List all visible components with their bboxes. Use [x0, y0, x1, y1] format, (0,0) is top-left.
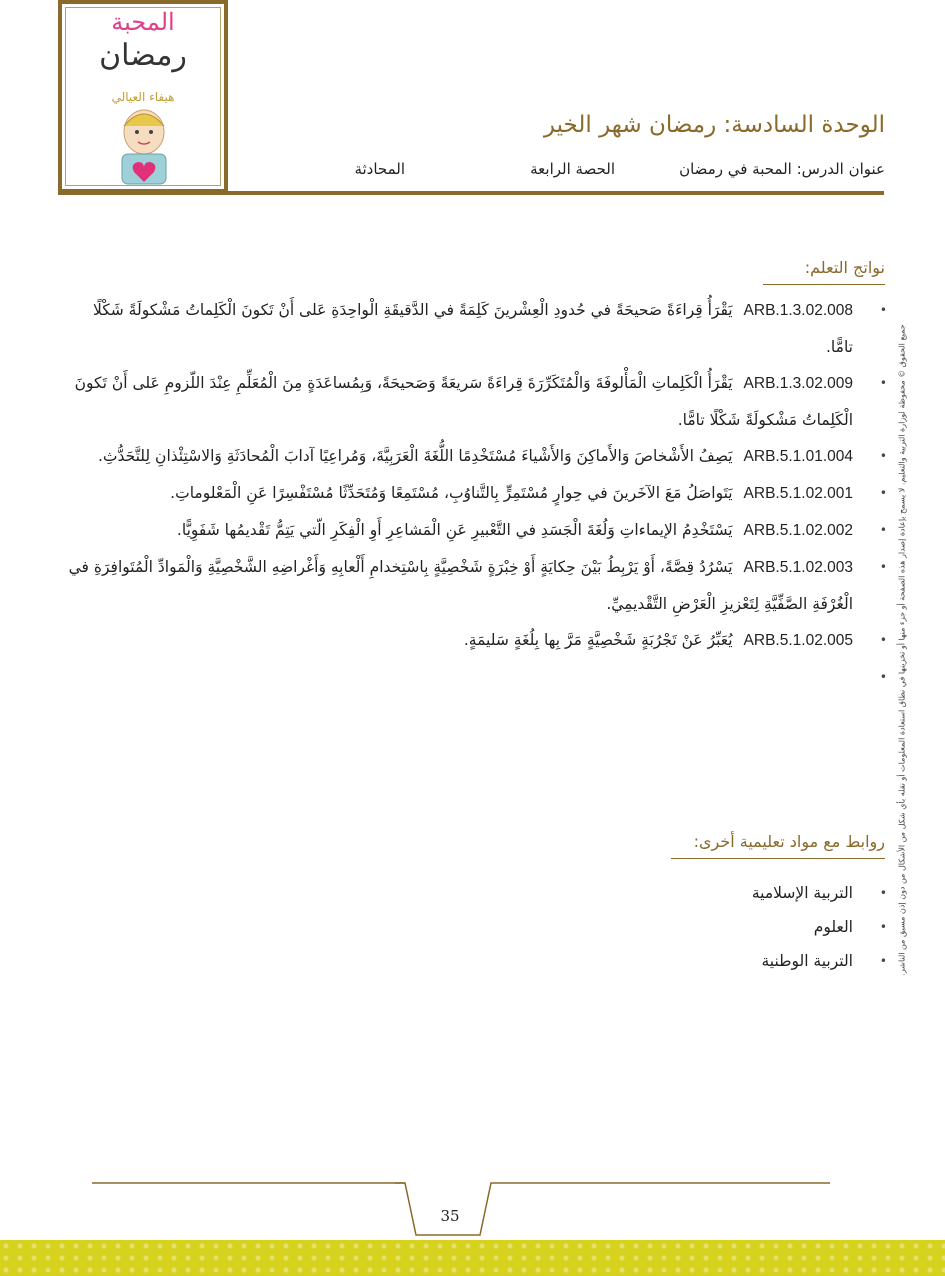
bullet-icon: •	[879, 920, 887, 934]
page-number: 35	[440, 1207, 460, 1225]
outcome-code: ARB.5.1.02.005	[743, 632, 853, 649]
outcome-code: ARB.5.1.02.003	[743, 559, 853, 576]
outcomes-list	[65, 292, 887, 696]
bullet-icon: •	[879, 303, 887, 317]
bullet-icon: •	[879, 670, 887, 684]
outcome-item	[65, 475, 887, 512]
activity-label: المحادثة	[354, 160, 405, 178]
outcome-text: يُعَبِّرُ عَنْ تَجْرُبَةٍ شَخْصِيَّةٍ مَرَّ بِها بِلُغَةٍ سَليمَةٍ.	[463, 631, 733, 649]
outcome-item	[65, 365, 887, 438]
outcomes-heading: نواتج التعلم:	[804, 258, 885, 277]
bullet-icon: •	[879, 633, 887, 647]
outcome-text: يَصِفُ الأَشْخاصَ وَالأَماكِنَ وَالأَشْياءَ مُسْتَخْدِمًا اللُّغَةَ الْعَرَبِيَّةَ، وَمُراعِيًا آدابَ الْمُحادَثَةِ وَالاسْتِئْذانِ لِلتَّحَدُّثِ.	[97, 447, 733, 465]
outcome-item-empty	[65, 659, 887, 696]
unit-title: الوحدة السادسة: رمضان شهر الخير	[543, 112, 885, 138]
outcome-item	[65, 292, 887, 365]
outcome-item	[65, 438, 887, 475]
decorative-bottom-band	[0, 1240, 945, 1276]
links-heading: روابط مع مواد تعليمية أخرى:	[693, 832, 885, 851]
book-cover	[58, 0, 228, 193]
lesson-info-row	[300, 160, 885, 186]
outcome-text: يَسْتَخْدِمُ الإيماءاتِ وَلُغَةَ الْجَسَدِ في التَّعْبيرِ عَنِ الْمَشاعِرِ أَوِ الْفِكَرِ الّتي يَتِمُّ تَقْديمُها شَفَوِيًّا.	[176, 521, 733, 539]
outcome-code: ARB.5.1.02.002	[743, 522, 853, 539]
outcome-text: يَسْرُدُ قِصَّةً، أَوْ يَرْبِطُ بَيْنَ حِكايَةٍ أَوْ خِبْرَةٍ شَخْصِيَّةٍ بِاسْتِخدامِ أَلْعابِهِ وَأَغْراضِهِ الشَّخْصِيَّةِ وَالْمَوادِّ الْمُتَوافِرَةِ في الْغُرْفَةِ الصَّفِّيَّةِ لِتَعْزيزِ الْعَرْضِ التَّقْديمِيِّ.	[68, 558, 853, 613]
outcome-text: يَتَواصَلُ مَعَ الآخَرينَ في حِوارٍ مُسْتَمِرٍّ بِالتَّناوُبِ، مُسْتَمِعًا وَمُتَحَدِّثًا مُسْتَفْسِرًا عَنِ الْمَعْلوماتِ.	[170, 484, 733, 502]
outcome-code: ARB.1.3.02.008	[743, 302, 853, 319]
link-item	[587, 910, 887, 944]
child-illustration	[100, 104, 190, 190]
link-item	[587, 944, 887, 978]
outcome-text: يَقْرَأُ قِراءَةً صَحيحَةً في حُدودِ الْعِشْرينَ كَلِمَةً في الدَّقيقَةِ الْواحِدَةِ عَلى أَنْ تَكونَ الْكَلِماتُ مَشْكولَةً شَكْلًا تامًّا.	[92, 301, 853, 356]
bullet-icon: •	[879, 523, 887, 537]
cover-author: هيفاء العيالي	[111, 90, 175, 104]
bullet-icon: •	[879, 449, 887, 463]
cover-title-line2: رمضان	[99, 38, 187, 73]
outcome-item	[65, 622, 887, 659]
bullet-icon: •	[879, 886, 887, 900]
bullet-icon: •	[879, 954, 887, 968]
outcome-text	[842, 668, 847, 686]
link-item-label: العلوم	[813, 918, 853, 936]
outcome-code: ARB.5.1.01.004	[743, 448, 853, 465]
outcome-code: ARB.5.1.02.001	[743, 485, 853, 502]
cover-title-line1: المحبة	[111, 8, 175, 36]
outcome-code: ARB.1.3.02.009	[743, 375, 853, 392]
session-label: الحصة الرابعة	[530, 160, 615, 178]
bullet-icon: •	[879, 486, 887, 500]
bullet-icon: •	[879, 376, 887, 390]
link-item-label: التربية الوطنية	[761, 952, 853, 970]
links-heading-underline	[671, 858, 885, 859]
links-list	[587, 876, 887, 978]
copyright-note	[893, 300, 911, 1000]
link-item	[587, 876, 887, 910]
lesson-title: عنوان الدرس: المحبة في رمضان	[679, 160, 885, 178]
outcomes-heading-underline	[763, 284, 885, 285]
header-divider	[58, 191, 884, 195]
copyright-text: جميع الحقوق © محفوظة لوزارة التربية والتعليم. لا يسمح بإعادة إصدار هذه الصفحة أو جزء منها أو تخزينها في نطاق استعادة المعلومات أو نقله بأي شكل من الأشكال من دون إذن مسبق من الناشر.	[897, 324, 907, 976]
link-item-label: التربية الإسلامية	[751, 884, 853, 902]
outcome-item	[65, 512, 887, 549]
outcome-item	[65, 549, 887, 622]
bullet-icon: •	[879, 560, 887, 574]
outcome-text: يَقْرَأُ الْكَلِماتِ الْمَأْلوفَةَ وَالْمُتَكَرِّرَةَ قِراءَةً سَريعَةً وَصَحيحَةً، وَبِمُساعَدَةٍ مِنَ الْمُعَلِّمِ عِنْدَ اللّزومِ عَلى أَنْ تَكونَ الْكَلِماتُ مَشْكولَةً شَكْلًا تامًّا.	[74, 374, 853, 429]
